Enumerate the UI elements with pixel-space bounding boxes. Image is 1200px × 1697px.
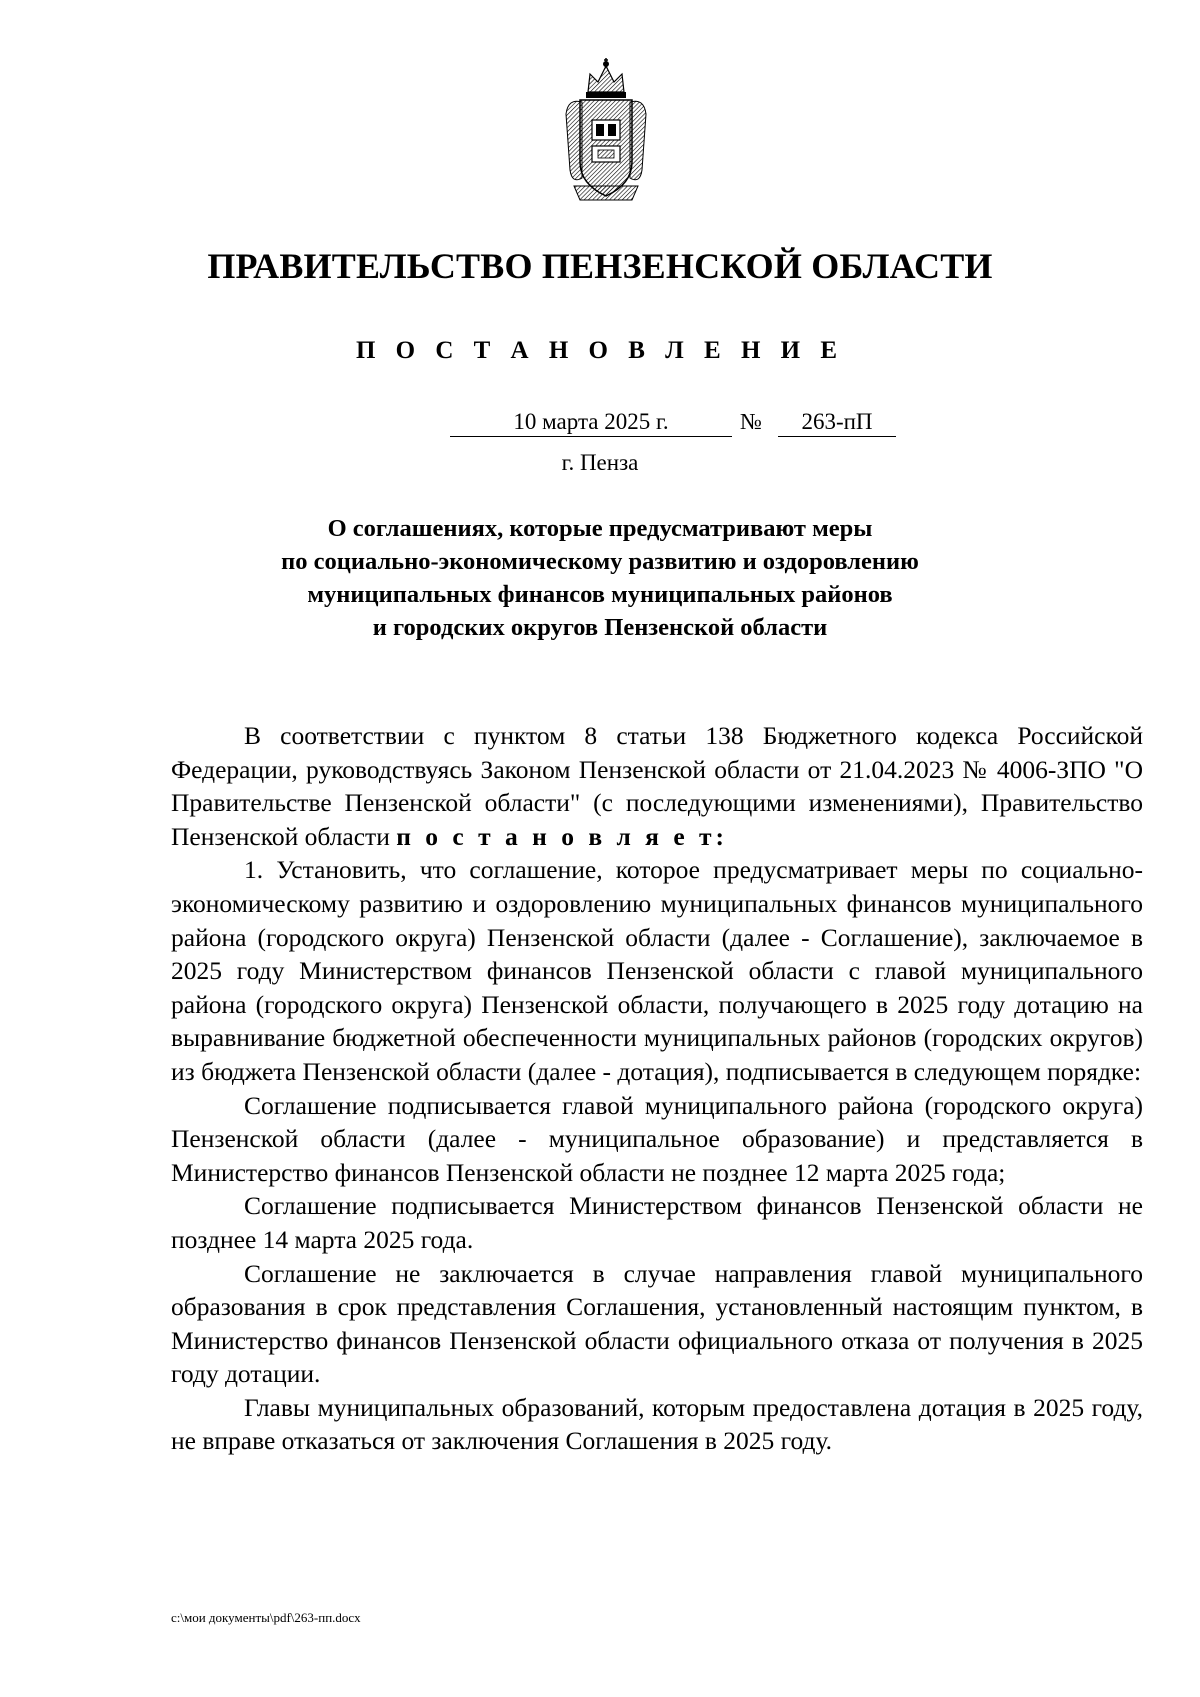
document-date: 10 марта 2025 г. [450,408,732,437]
body-paragraph: Соглашение не заключается в случае направления главой муниципального образования в срок представления Соглашения, установленный настоящим пунктом, в Министерство финансов Пензенской области официального отказа от получения в 2025 году дотации. [171,1258,1143,1389]
issuing-authority-title: ПРАВИТЕЛЬСТВО ПЕНЗЕНСКОЙ ОБЛАСТИ [207,246,993,286]
subject-line: по социально-экономическому развитию и оздоровлению [281,548,919,575]
resolves-word: п о с т а н о в л я е т: [396,821,729,851]
issue-city: г. Пенза [561,450,639,475]
footer-file-path: c:\мои документы\pdf\263-пп.docx [171,1610,361,1625]
coat-of-arms-icon [560,58,652,204]
preamble-text: В соответствии с пунктом 8 статьи 138 Бюджетного кодекса Российской Федерации, руководствуясь Законом Пензенской области от 21.04.2023 № 4006-ЗПО "О Правительстве Пензенской области" (с последующими изменениями), Правительство Пензенской области [171,721,1143,851]
document-type-heading: П О С Т А Н О В Л Е Н И Е [355,337,845,364]
number-sign: № [740,409,762,434]
document-number: 263-пП [778,408,896,437]
body-paragraph: Соглашение подписывается главой муниципального района (городского округа) Пензенской области (далее - муниципальное образование) и представляется в Министерство финансов Пензенской области не позднее 12 марта 2025 года; [171,1090,1143,1187]
subject-line: О соглашениях, которые предусматривают меры [327,515,873,542]
body-paragraph: 1. Установить, что соглашение, которое предусматривает меры по социально-экономическому развитию и оздоровлению муниципальных финансов муниципального района (городского округа) Пензенской области (далее - Соглашение), заключаемое в 2025 году Министерством финансов Пензенской области с главой муниципального района (городского округа) Пензенской области, получающего в 2025 году дотацию на выравнивание бюджетной обеспеченности муниципальных районов (городских округов) из бюджета Пензенской области (далее - дотация), подписывается в следующем порядке: [171,855,1143,1086]
preamble-paragraph [171,719,1143,853]
body-paragraph: Главы муниципальных образований, которым предоставлена дотация в 2025 году, не вправе отказаться от заключения Соглашения в 2025 году. [171,1392,1143,1456]
document-subject [0,512,1200,644]
body-paragraph: Соглашение подписывается Министерством финансов Пензенской области не позднее 14 марта 2025 года. [171,1191,1143,1254]
subject-line: и городских округов Пензенской области [372,614,828,641]
document-body [171,719,1143,1458]
subject-line: муниципальных финансов муниципальных районов [307,581,893,608]
